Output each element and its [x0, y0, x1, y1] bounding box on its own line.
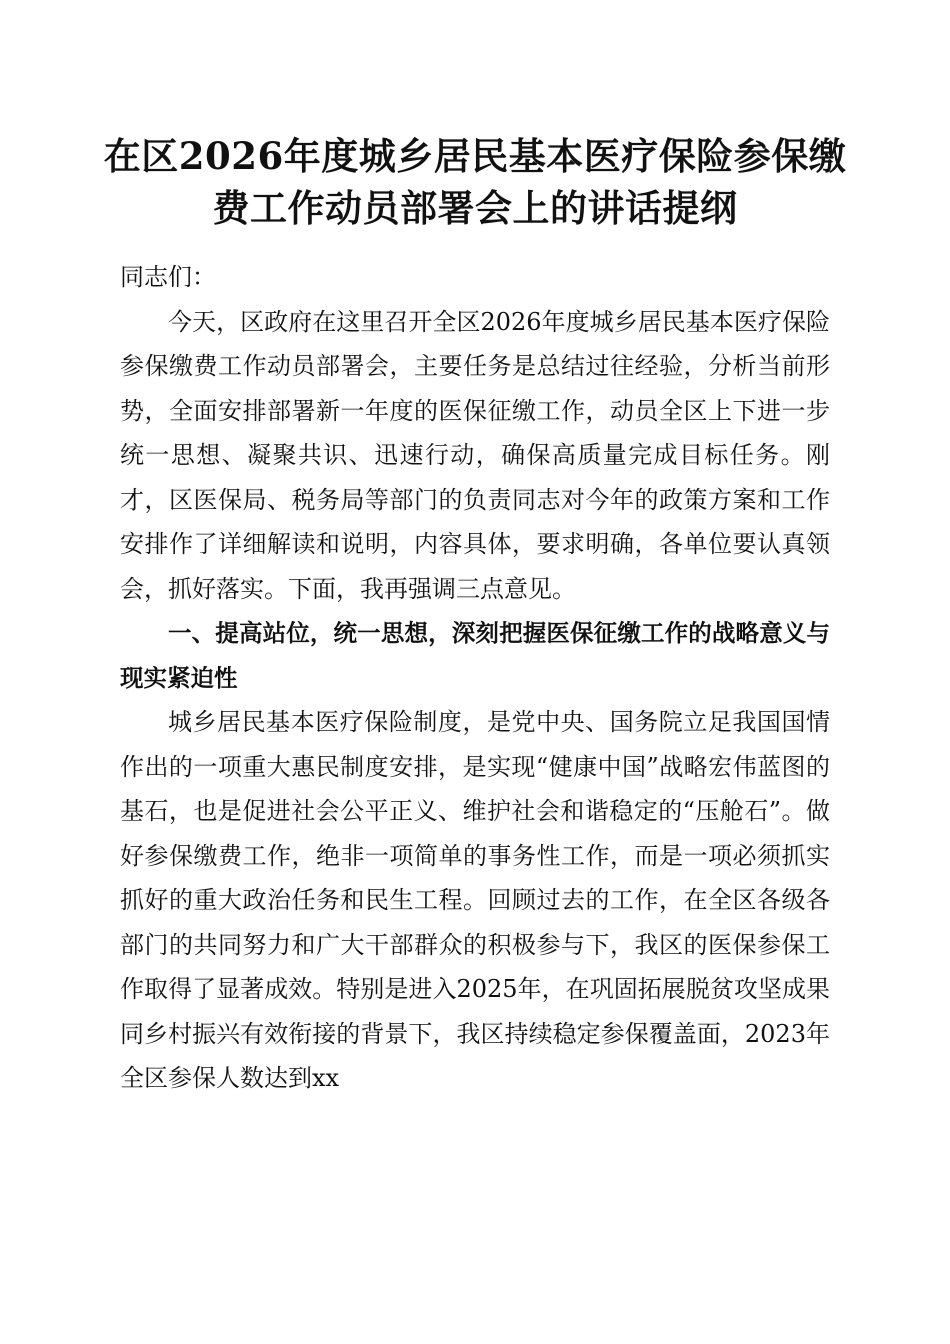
- document-title: [100, 130, 850, 234]
- title-line-1: 在区2026年度城乡居民基本医疗保险参保缴: [103, 134, 847, 178]
- paragraph-intro: 今天，区政府在这里召开全区2026年度城乡居民基本医疗保险参保缴费工作动员部署会，主要任务是总结过往经验，分析当前形势，全面安排部署新一年度的医保征缴工作，动员全区上下进一步统一思想、凝聚共识、迅速行动，确保高质量完成目标任务。刚才，区医保局、税务局等部门的负责同志对今年的政策方案和工作安排作了详细解读和说明，内容具体，要求明确，各单位要认真领会，抓好落实。下面，我再强调三点意见。: [120, 307, 830, 603]
- salutation: 同志们：: [120, 263, 216, 291]
- paragraph-section-1: 城乡居民基本医疗保险制度，是党中央、国务院立足我国国情作出的一项重大惠民制度安排，是实现“健康中国”战略宏伟蓝图的基石，也是促进社会公平正义、维护社会和谐稳定的“压舱石”。做好参保缴费工作，绝非一项简单的事务性工作，而是一项必须抓实抓好的重大政治任务和民生工程。回顾过去的工作，在全区各级各部门的共同努力和广大干部群众的积极参与下，我区的医保参保工作取得了显著成效。特别是进入2025年，在巩固拓展脱贫攻坚成果同乡村振兴有效衔接的背景下，我区持续稳定参保覆盖面，2023年全区参保人数达到xx: [120, 708, 830, 1092]
- document-body: [120, 255, 830, 1101]
- section-heading-1: 一、提高站位，统一思想，深刻把握医保征缴工作的战略意义与现实紧迫性: [120, 619, 830, 692]
- title-line-2: 费工作动员部署会上的讲话提纲: [212, 186, 738, 230]
